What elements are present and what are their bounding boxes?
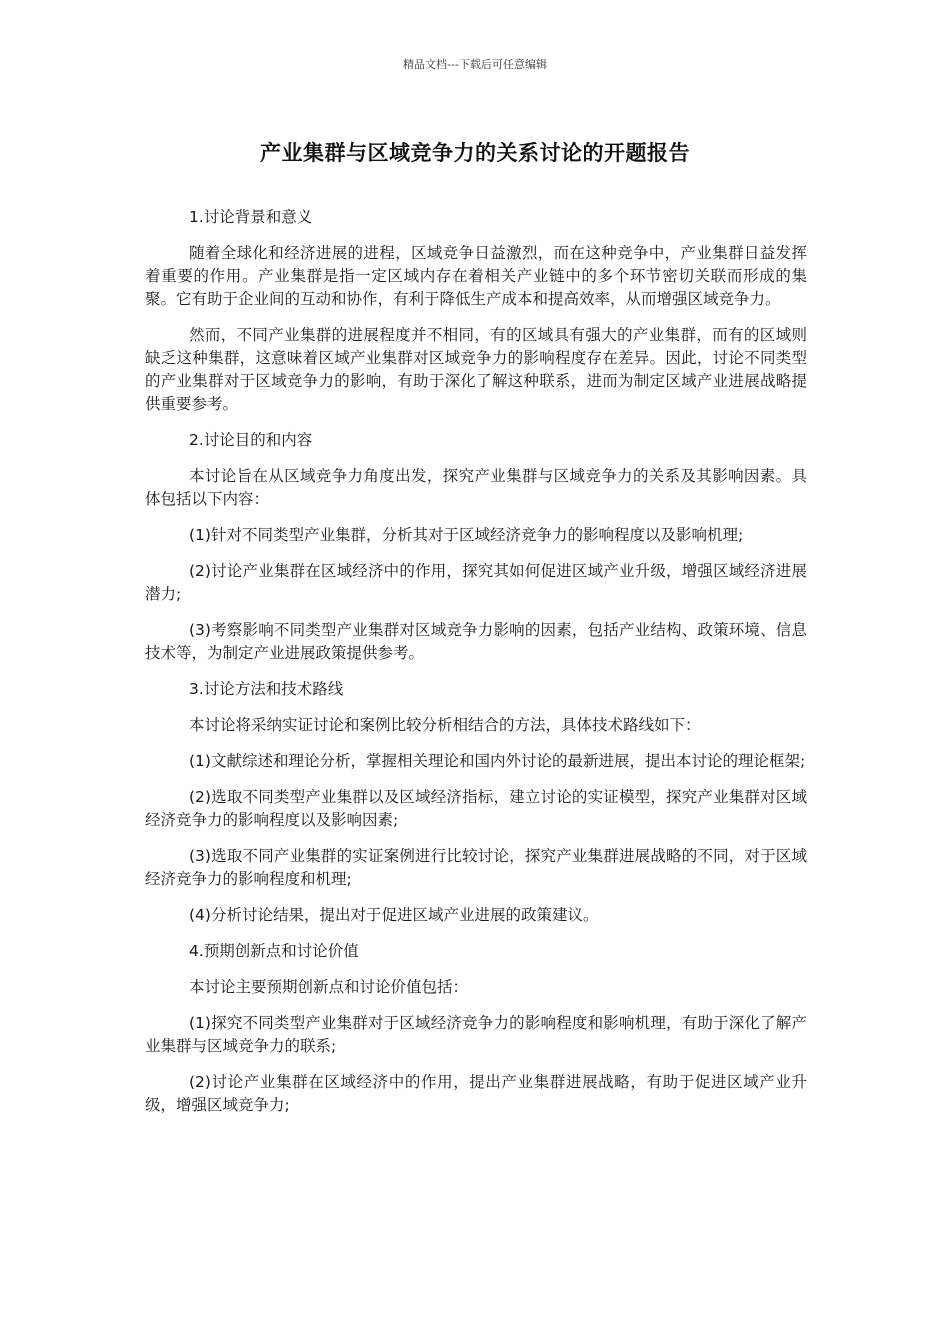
section-heading-background: 1.讨论背景和意义 (189, 208, 313, 226)
section-heading-objectives: 2.讨论目的和内容 (189, 431, 313, 449)
body-paragraph: 然而，不同产业集群的进展程度并不相同，有的区域具有强大的产业集群，而有的区域则缺乏这种集群，这意味着区域产业集群对区域竞争力的影响程度存在差异。因此，讨论不同类型的产业集群对于区域竞争力的影响，有助于深化了解这种联系，进而为制定区域产业进展战略提供重要参考。 (145, 326, 807, 413)
list-item: (1)探究不同类型产业集群对于区域经济竞争力的影响程度和影响机理，有助于深化了解产业集群与区域竞争力的联系; (145, 1014, 807, 1055)
body-paragraph: 本讨论旨在从区域竞争力角度出发，探究产业集群与区域竞争力的关系及其影响因素。具体包括以下内容： (145, 467, 807, 508)
list-item: (2)选取不同类型产业集群以及区域经济指标，建立讨论的实证模型，探究产业集群对区域经济竞争力的影响程度以及影响因素; (145, 788, 807, 829)
body-paragraph: 本讨论主要预期创新点和讨论价值包括： (189, 978, 469, 996)
list-item: (2)讨论产业集群在区域经济中的作用，提出产业集群进展战略，有助于促进区域产业升级，增强区域竞争力; (145, 1073, 807, 1114)
list-item: (4)分析讨论结果，提出对于促进区域产业进展的政策建议。 (189, 906, 599, 924)
list-item: (1)文献综述和理论分析，掌握相关理论和国内外讨论的最新进展，提出本讨论的理论框架; (189, 752, 806, 770)
list-item: (2)讨论产业集群在区域经济中的作用，探究其如何促进区域产业升级，增强区域经济进展潜力; (145, 562, 807, 603)
section-heading-innovation: 4.预期创新点和讨论价值 (189, 942, 359, 960)
document-title: 产业集群与区域竞争力的关系讨论的开题报告 (260, 141, 690, 165)
list-item: (1)针对不同类型产业集群，分析其对于区域经济竞争力的影响程度以及影响机理; (189, 526, 744, 544)
list-item: (3)选取不同产业集群的实证案例进行比较讨论，探究产业集群进展战略的不同，对于区域经济竞争力的影响程度和机理; (145, 847, 807, 888)
section-heading-methods: 3.讨论方法和技术路线 (189, 680, 344, 698)
list-item: (3)考察影响不同类型产业集群对区域竞争力影响的因素，包括产业结构、政策环境、信息技术等，为制定产业进展政策提供参考。 (145, 621, 807, 662)
document-body (145, 206, 807, 1130)
body-paragraph: 本讨论将采纳实证讨论和案例比较分析相结合的方法，具体技术路线如下： (189, 716, 701, 734)
page-header-note: 精品文档---下载后可任意编辑 (403, 58, 547, 71)
body-paragraph: 随着全球化和经济进展的进程，区域竞争日益激烈，而在这种竞争中，产业集群日益发挥着重要的作用。产业集群是指一定区域内存在着相关产业链中的多个环节密切关联而形成的集聚。它有助于企业间的互动和协作，有利于降低生产成本和提高效率，从而增强区域竞争力。 (145, 244, 807, 308)
